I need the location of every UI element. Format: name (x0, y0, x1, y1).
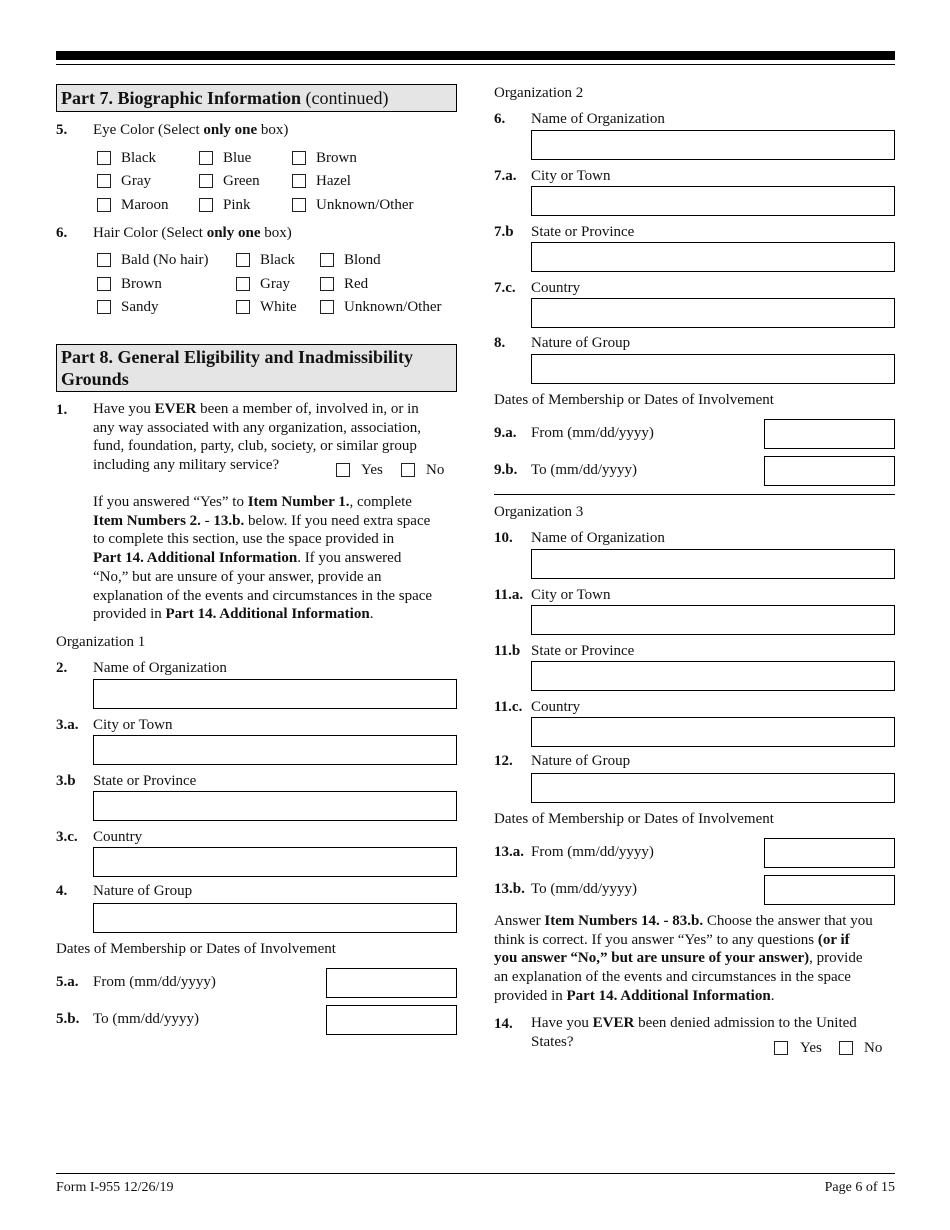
eye-brown-label: Brown (316, 150, 357, 166)
eye-blue-checkbox[interactable] (199, 151, 213, 165)
p8-instructions: If you answered “Yes” to Item Number 1., complete Item Numbers 2. - 13.b. below. If you need extra space to complete this section, use the space provided in Part 14. Additional Information. If you answered “No,” but are unsure of your answer, provide an explanation of the events and circumstances in the space provided in Part 14. Additional Information. (93, 494, 433, 623)
org1-country-label: Country (93, 829, 143, 845)
org2-to-label: To (mm/dd/yyyy) (531, 462, 638, 478)
eye-hazel-checkbox[interactable] (292, 174, 306, 188)
org1-city-label: City or Town (93, 717, 173, 733)
org2-country-input[interactable] (531, 298, 895, 328)
q14-no-checkbox[interactable] (839, 1041, 853, 1055)
q14-number: 14. (494, 1016, 513, 1032)
org2-state-number: 7.b (494, 224, 514, 240)
org3-city-input[interactable] (531, 605, 895, 635)
part7-title: Part 7. Biographic Information (61, 88, 301, 108)
p8-q1-yes-checkbox[interactable] (336, 463, 350, 477)
org3-nature-label: Nature of Group (531, 753, 631, 769)
q6-number: 6. (56, 225, 68, 241)
org3-country-label: Country (531, 699, 581, 715)
org3-from-label: From (mm/dd/yyyy) (531, 844, 654, 860)
eye-pink-label: Pink (223, 197, 251, 213)
eye-black-checkbox[interactable] (97, 151, 111, 165)
hair-bald-label: Bald (No hair) (121, 252, 209, 268)
org2-dates-heading: Dates of Membership or Dates of Involvement (494, 392, 774, 408)
q14-yes-label: Yes (800, 1040, 822, 1056)
org2-city-label: City or Town (531, 168, 611, 184)
eye-green-checkbox[interactable] (199, 174, 213, 188)
org3-name-input[interactable] (531, 549, 895, 579)
hair-blond-label: Blond (344, 252, 381, 268)
org3-state-number: 11.b (494, 643, 521, 659)
p8-q1-no-label: No (426, 462, 445, 478)
part8-title-line1: Part 8. General Eligibility and Inadmissibility (61, 347, 414, 367)
org3-to-date-input[interactable] (764, 875, 895, 905)
org1-name-number: 2. (56, 660, 68, 676)
part8-title-line2: Grounds (61, 369, 129, 389)
eye-unknown-label: Unknown/Other (316, 197, 414, 213)
org1-dates-heading: Dates of Membership or Dates of Involvement (56, 941, 336, 957)
org2-name-number: 6. (494, 111, 506, 127)
eye-unknown-checkbox[interactable] (292, 198, 306, 212)
footer-rule (56, 1173, 895, 1174)
org3-state-label: State or Province (531, 643, 635, 659)
org3-nature-number: 12. (494, 753, 513, 769)
part7-title-suffix: (continued) (301, 88, 389, 108)
hair-gray-checkbox[interactable] (236, 277, 250, 291)
org2-country-number: 7.c. (494, 280, 516, 296)
p8-q1-yes-label: Yes (361, 462, 383, 478)
hair-gray-label: Gray (260, 276, 290, 292)
org3-to-label: To (mm/dd/yyyy) (531, 881, 638, 897)
org1-name-label: Name of Organization (93, 660, 227, 676)
eye-hazel-label: Hazel (316, 173, 351, 189)
org1-from-number: 5.a. (56, 974, 79, 990)
org2-name-label: Name of Organization (531, 111, 665, 127)
org2-nature-label: Nature of Group (531, 335, 631, 351)
q6-label: Hair Color (Select only one box) (93, 225, 292, 241)
section-divider (494, 494, 895, 495)
hair-sandy-checkbox[interactable] (97, 300, 111, 314)
org2-city-number: 7.a. (494, 168, 517, 184)
org1-to-label: To (mm/dd/yyyy) (93, 1011, 200, 1027)
org2-state-input[interactable] (531, 242, 895, 272)
org1-heading: Organization 1 (56, 634, 146, 650)
top-rule-thin (56, 64, 895, 65)
hair-blond-checkbox[interactable] (320, 253, 334, 267)
eye-pink-checkbox[interactable] (199, 198, 213, 212)
hair-brown-checkbox[interactable] (97, 277, 111, 291)
org2-to-number: 9.b. (494, 462, 518, 478)
org2-from-date-input[interactable] (764, 419, 895, 449)
org2-to-date-input[interactable] (764, 456, 895, 486)
org3-to-number: 13.b. (494, 881, 525, 897)
org3-from-date-input[interactable] (764, 838, 895, 868)
org1-nature-input[interactable] (93, 903, 457, 933)
q14-yes-checkbox[interactable] (774, 1041, 788, 1055)
org1-state-number: 3.b (56, 773, 76, 789)
org1-nature-label: Nature of Group (93, 883, 193, 899)
org2-heading: Organization 2 (494, 85, 584, 101)
org3-name-number: 10. (494, 530, 513, 546)
hair-red-label: Red (344, 276, 369, 292)
org3-heading: Organization 3 (494, 504, 584, 520)
q5-label: Eye Color (Select only one box) (93, 122, 289, 138)
org1-city-input[interactable] (93, 735, 457, 765)
hair-white-label: White (260, 299, 297, 315)
org2-from-label: From (mm/dd/yyyy) (531, 425, 654, 441)
org3-dates-heading: Dates of Membership or Dates of Involvement (494, 811, 774, 827)
org1-to-number: 5.b. (56, 1011, 80, 1027)
footer-page-number: Page 6 of 15 (824, 1180, 895, 1195)
top-rule-thick (56, 51, 895, 60)
eye-black-label: Black (121, 150, 156, 166)
part8-header (56, 344, 457, 392)
q14-text: Have you EVER been denied admission to the United States? (531, 1015, 857, 1050)
answer-instructions: Answer Item Numbers 14. - 83.b. Choose the answer that you think is correct. If you answer “Yes” to any questions (or if you answer “No,” but are unsure of your answer), provide an explanation of the events and circumstances in the space provided in Part 14. Additional Information. (494, 913, 873, 1004)
org2-state-label: State or Province (531, 224, 635, 240)
hair-sandy-label: Sandy (121, 299, 159, 315)
org2-from-number: 9.a. (494, 425, 517, 441)
org2-nature-number: 8. (494, 335, 506, 351)
hair-brown-label: Brown (121, 276, 162, 292)
org2-name-input[interactable] (531, 130, 895, 160)
org2-nature-input[interactable] (531, 354, 895, 384)
eye-maroon-label: Maroon (121, 197, 169, 213)
org1-name-input[interactable] (93, 679, 457, 709)
org2-city-input[interactable] (531, 186, 895, 216)
eye-blue-label: Blue (223, 150, 252, 166)
org3-country-input[interactable] (531, 717, 895, 747)
hair-black-checkbox[interactable] (236, 253, 250, 267)
p8-q1-text: Have you EVER been a member of, involved in, or in any way associated with any organization, association, fund, foundation, party, club, society, or similar group including any military service? (93, 401, 421, 474)
q5-number: 5. (56, 122, 68, 138)
hair-unknown-checkbox[interactable] (320, 300, 334, 314)
org3-nature-input[interactable] (531, 773, 895, 803)
org1-country-number: 3.c. (56, 829, 78, 845)
q14-no-label: No (864, 1040, 883, 1056)
p8-q1-number: 1. (56, 402, 68, 418)
eye-gray-checkbox[interactable] (97, 174, 111, 188)
hair-black-label: Black (260, 252, 295, 268)
org1-state-input[interactable] (93, 791, 457, 821)
org1-state-label: State or Province (93, 773, 197, 789)
org3-state-input[interactable] (531, 661, 895, 691)
eye-green-label: Green (223, 173, 260, 189)
hair-unknown-label: Unknown/Other (344, 299, 442, 315)
org3-city-number: 11.a. (494, 587, 524, 603)
p8-q1-no-checkbox[interactable] (401, 463, 415, 477)
footer-form-id: Form I-955 12/26/19 (56, 1180, 174, 1195)
hair-red-checkbox[interactable] (320, 277, 334, 291)
org3-country-number: 11.c. (494, 699, 523, 715)
org1-city-number: 3.a. (56, 717, 79, 733)
org1-nature-number: 4. (56, 883, 68, 899)
eye-gray-label: Gray (121, 173, 151, 189)
hair-white-checkbox[interactable] (236, 300, 250, 314)
org3-name-label: Name of Organization (531, 530, 665, 546)
org3-from-number: 13.a. (494, 844, 524, 860)
org3-city-label: City or Town (531, 587, 611, 603)
eye-brown-checkbox[interactable] (292, 151, 306, 165)
part7-header (56, 84, 457, 112)
org1-to-date-input[interactable] (326, 1005, 457, 1035)
org2-country-label: Country (531, 280, 581, 296)
hair-bald-checkbox[interactable] (97, 253, 111, 267)
org1-from-label: From (mm/dd/yyyy) (93, 974, 216, 990)
org1-from-date-input[interactable] (326, 968, 457, 998)
org1-country-input[interactable] (93, 847, 457, 877)
eye-maroon-checkbox[interactable] (97, 198, 111, 212)
